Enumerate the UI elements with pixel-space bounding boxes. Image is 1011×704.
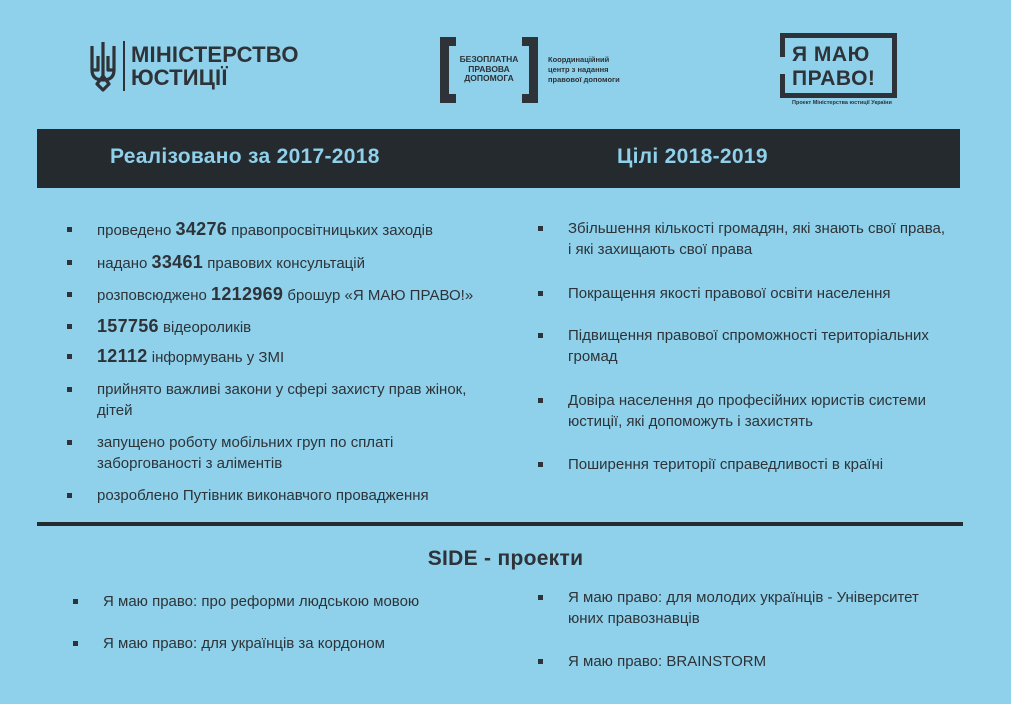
trident-icon	[88, 40, 118, 92]
bullet-icon	[67, 292, 72, 297]
bracket-icon	[440, 37, 538, 103]
side-projects-title: SIDE - проекти	[427, 547, 584, 570]
yamp-title: Я МАЮ ПРАВО!	[792, 43, 876, 90]
bullet-icon	[67, 354, 72, 359]
free-legal-aid-logo	[440, 37, 638, 103]
bullet-icon	[73, 641, 78, 646]
list-item: Покращення якості правової освіти населення	[538, 283, 891, 304]
section-banner	[37, 129, 960, 188]
bullet-icon	[67, 324, 72, 329]
list-item: Довіра населення до професійних юристів системи юстиції, які допоможуть і захистять	[538, 390, 926, 432]
yamp-frame	[780, 33, 897, 98]
list-item: 12112 інформувань у ЗМІ	[67, 346, 284, 368]
ministry-name: МІНІСТЕРСТВО ЮСТИЦІЇ	[131, 42, 299, 90]
bullet-icon	[67, 493, 72, 498]
bullet-icon	[73, 599, 78, 604]
list-item: Збільшення кількості громадян, які знають свої права, і які захищають свої права	[538, 218, 945, 260]
bullet-icon	[538, 659, 543, 664]
bullet-icon	[538, 291, 543, 296]
bullet-icon	[67, 387, 72, 392]
bullet-icon	[538, 595, 543, 600]
list-item: Я маю право: про реформи людською мовою	[73, 591, 419, 612]
section-divider	[37, 522, 963, 526]
list-item: запущено роботу мобільних груп по сплаті заборгованості з аліментів	[67, 432, 393, 474]
bullet-icon	[67, 440, 72, 445]
list-item: прийнято важливі закони у сфері захисту прав жінок, дітей	[67, 379, 466, 421]
bullet-icon	[67, 260, 72, 265]
list-item: проведено 34276 правопросвітницьких заходів	[67, 219, 433, 241]
list-item: Я маю право: BRAINSTORM	[538, 651, 766, 672]
ministry-of-justice-logo	[88, 40, 299, 92]
banner-goals-title: Цілі 2018-2019	[617, 145, 768, 168]
list-item: Я маю право: для молодих українців - Університет юних правознавців	[538, 587, 919, 629]
list-item: 157756 відеороликів	[67, 316, 251, 338]
bullet-icon	[538, 398, 543, 403]
bullet-icon	[67, 227, 72, 232]
list-item: надано 33461 правових консультацій	[67, 252, 365, 274]
list-item: розповсюджено 1212969 брошур «Я МАЮ ПРАВО!»	[67, 284, 473, 306]
bullet-icon	[538, 462, 543, 467]
list-item: Поширення території справедливості в країні	[538, 454, 883, 475]
logo-divider	[123, 41, 125, 91]
bpd-title: БЕЗОПЛАТНА ПРАВОВА ДОПОМОГА	[459, 54, 519, 83]
ya-mayu-pravo-logo	[780, 33, 900, 106]
bullet-icon	[538, 226, 543, 231]
list-item: Підвищення правової спроможності територіальних громад	[538, 325, 929, 367]
banner-achievements-title: Реалізовано за 2017-2018	[110, 145, 380, 168]
list-item: Я маю право: для українців за кордоном	[73, 633, 385, 654]
yamp-caption: Проект Міністерства юстиції України	[792, 100, 892, 106]
list-item: розроблено Путівник виконавчого провадження	[67, 485, 429, 506]
bpd-subtitle: Координаційний центр з надання правової допомоги	[548, 55, 620, 84]
bullet-icon	[538, 333, 543, 338]
